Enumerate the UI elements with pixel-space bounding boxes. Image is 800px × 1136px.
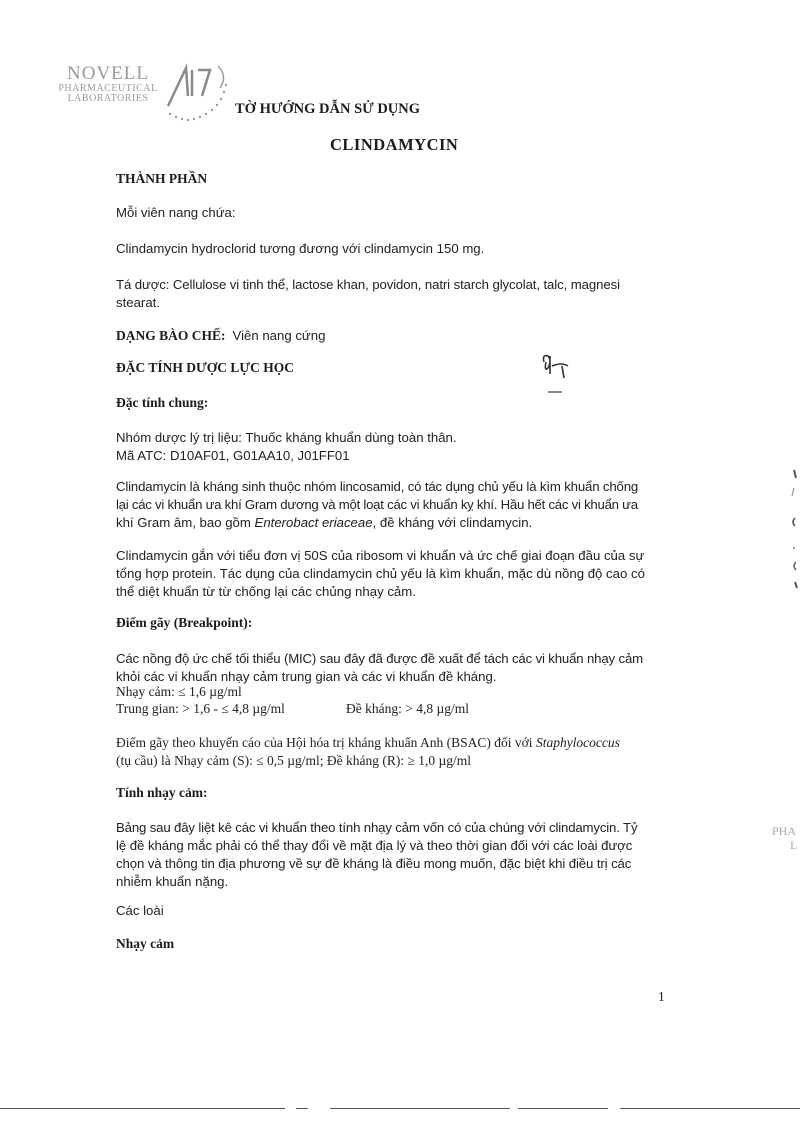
sensitive-species-heading: Nhạy cảm — [116, 936, 175, 951]
excipients-line-1: Tá dược: Cellulose vi tinh thể, lactose khan, povidon, natri starch glycolat, talc, magnesi — [116, 277, 620, 292]
logo-line-1: PHARMACEUTICAL — [58, 82, 158, 94]
para2-line-2: tổng hợp protein. Tác dụng của clindamycin chủ yếu là kìm khuẩn, mặc dù nồng độ cao có — [116, 566, 645, 581]
breakpoint-line-2: khỏi các vi khuẩn nhạy cảm trung gian và các vi khuẩn đề kháng. — [116, 669, 497, 684]
composition-active: Clindamycin hydroclorid tương đương với clindamycin 150 mg. — [116, 241, 485, 256]
page-number: 1 — [658, 989, 665, 1004]
bacteria-name-italic: Enterobact eriaceae — [254, 515, 373, 530]
breakpoint-intro — [116, 650, 672, 686]
para1-line-3-pre: khí Gram âm, bao gồm — [116, 515, 255, 530]
para1-line-3 — [116, 514, 672, 532]
para2-line-1: Clindamycin gắn với tiểu đơn vị 50S của ribosom vi khuẩn và ức chế giai đoạn đầu của sự — [116, 548, 645, 563]
para1-line-3-post: , đề kháng với clindamycin. — [372, 515, 533, 530]
document-type-title: TỜ HƯỚNG DẪN SỬ DỤNG — [235, 101, 421, 117]
dosage-form-label: DẠNG BÀO CHẾ: — [116, 328, 226, 343]
bottom-rule-left — [0, 1108, 285, 1109]
breakpoint-intermediate: Trung gian: > 1,6 - ≤ 4,8 µg/ml — [116, 701, 285, 716]
bsac-line-2: (tụ cầu) là Nhạy cảm (S): ≤ 0,5 µg/ml; Đề kháng (R): ≥ 1,0 µg/ml — [116, 753, 472, 768]
handwritten-initial-icon — [538, 348, 578, 398]
dosage-form-row — [116, 327, 325, 345]
susceptibility-line-2: lệ đề kháng mắc phải có thể thay đổi về mặt địa lý và theo thời gian đối với các loài được — [116, 838, 633, 853]
breakpoint-sensitive: Nhạy cảm: ≤ 1,6 µg/ml — [116, 684, 242, 699]
excipients-line-2: stearat. — [116, 295, 160, 310]
susceptibility-line-1: Bảng sau đây liệt kê các vi khuẩn theo tính nhạy cảm vốn có của chúng với clindamycin. Tỷ — [116, 820, 638, 835]
bottom-rule-mid — [296, 1108, 308, 1109]
company-logo — [38, 64, 178, 105]
bsac-breakpoint — [116, 734, 672, 770]
para1-line-1: Clindamycin là kháng sinh thuộc nhóm lincosamid, có tác dụng chủ yếu là kìm khuẩn chống — [116, 479, 639, 494]
para1-line-2: lại các vi khuẩn ưa khí Gram dương và một loạt các vi khuẩn kỵ khí. Hầu hết các vi khuẩn ưa — [116, 497, 638, 512]
product-title: CLINDAMYCIN — [330, 135, 459, 154]
edge-marks-icon — [786, 466, 800, 596]
margin-stamp-fragment — [772, 824, 797, 852]
susceptibility-line-3: chọn và thông tin địa phương về sự đề kháng là điều mong muốn, đặc biệt khi điều trị các — [116, 856, 632, 871]
logo-emblem-icon — [158, 56, 238, 126]
composition-excipients — [116, 276, 672, 312]
bottom-rule-far-right — [620, 1108, 800, 1109]
logo-company-name: NOVELL — [67, 63, 149, 84]
margin-stamp-line-1: PHA — [772, 824, 797, 838]
composition-intro: Mỗi viên nang chứa: — [116, 205, 236, 220]
staphylococcus-italic: Staphylococcus — [535, 735, 620, 750]
group-line: Nhóm dược lý trị liệu: Thuốc kháng khuẩn dùng toàn thân. — [116, 430, 457, 445]
susceptibility-heading: Tính nhạy cảm: — [116, 785, 208, 800]
pharmacodynamics-paragraph-1 — [116, 478, 672, 532]
dosage-form-value: Viên nang cứng — [232, 328, 326, 343]
margin-stamp-line-2: L — [790, 838, 798, 852]
pharmacodynamics-paragraph-2 — [116, 547, 672, 601]
atc-line: Mã ATC: D10AF01, G01AA10, J01FF01 — [116, 448, 350, 463]
bsac-line-1-pre: Điểm gãy theo khuyến cáo của Hội hóa trị kháng khuẩn Anh (BSAC) đối với — [116, 735, 536, 750]
species-label: Các loài — [116, 903, 164, 918]
bottom-rule-right — [518, 1108, 608, 1109]
breakpoint-line-1: Các nồng độ ức chế tối thiểu (MIC) sau đây đã được đề xuất để tách các vi khuẩn nhạy cảm — [116, 651, 643, 666]
pharmacodynamics-heading: ĐẶC TÍNH DƯỢC LỰC HỌC — [116, 360, 295, 375]
pharmacological-group — [116, 429, 672, 465]
logo-line-2: LABORATORIES — [67, 93, 149, 105]
general-properties-heading: Đặc tính chung: — [116, 395, 209, 410]
breakpoint-resistant: Đề kháng: > 4,8 µg/ml — [346, 701, 470, 716]
bsac-line-1 — [116, 734, 672, 752]
bottom-rule-mid-2 — [330, 1108, 510, 1109]
breakpoint-heading: Điểm gãy (Breakpoint): — [116, 615, 253, 630]
susceptibility-line-4: nhiễm khuẩn nặng. — [116, 874, 229, 889]
susceptibility-paragraph — [116, 819, 672, 891]
composition-heading: THÀNH PHẦN — [116, 171, 208, 186]
para2-line-3: thể diệt khuẩn từ từ chống lại các chủng nhạy cảm. — [116, 584, 416, 599]
